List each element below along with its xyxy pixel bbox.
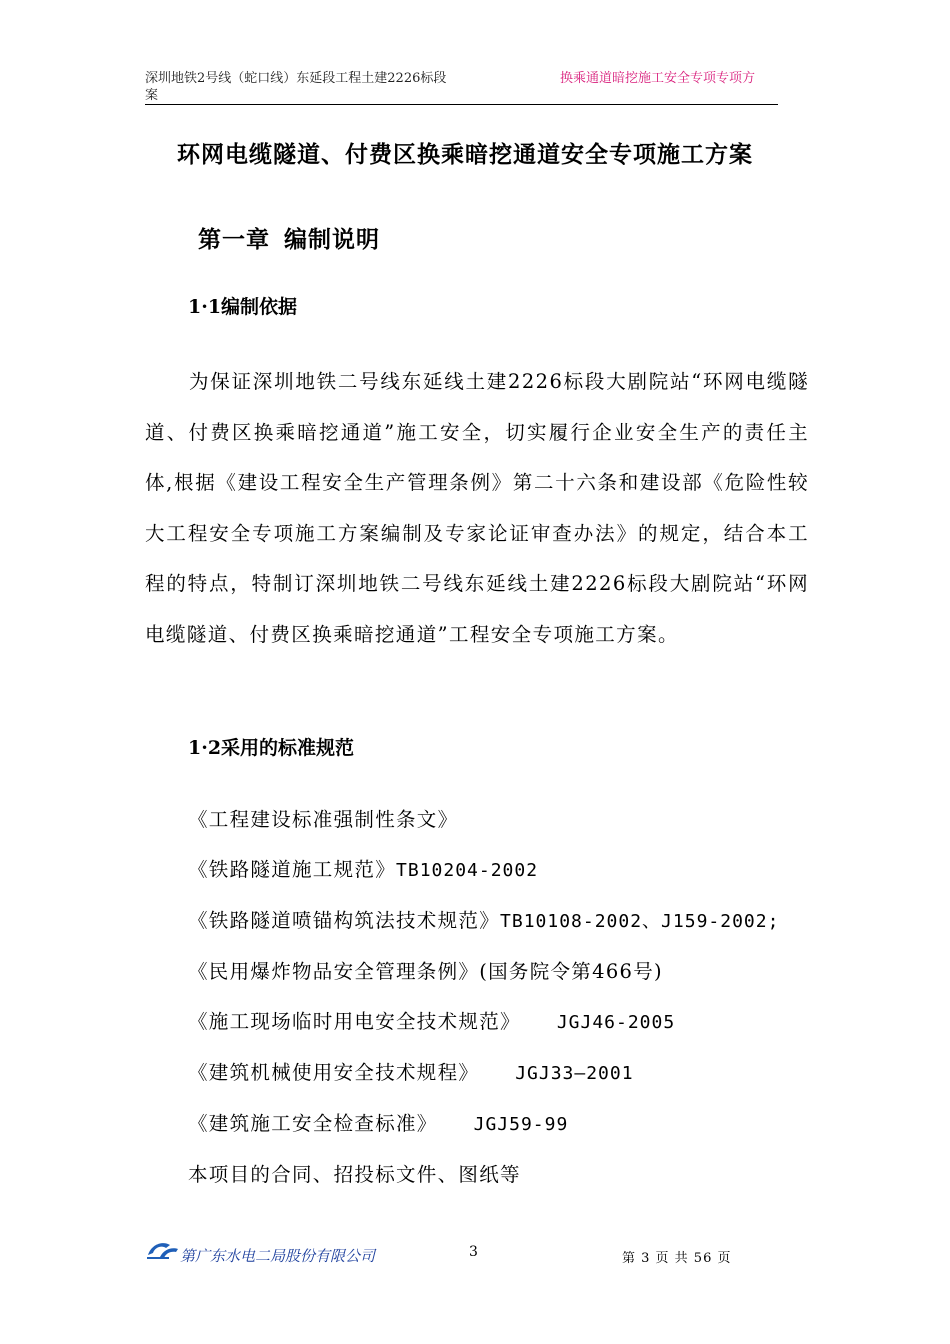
list-item — [188, 1099, 808, 1150]
header-project-name: 深圳地铁2号线（蛇口线）东延段工程土建2226标段 — [145, 71, 447, 86]
standard-title: 《工程建设标准强制性条文》 — [188, 808, 459, 831]
standard-title: 《建筑施工安全检查标准》 — [188, 1112, 438, 1135]
header-project-name-wrap: 案 — [145, 88, 159, 103]
list-item — [188, 896, 808, 947]
footer-company: 第广东水电二局股份有限公司 — [180, 1247, 376, 1265]
document-title: 环网电缆隧道、付费区换乘暗挖通道安全专项施工方案 — [177, 141, 753, 168]
standard-code: JGJ46-2005 — [556, 1012, 676, 1033]
standard-code: TB10204-2002 — [396, 860, 539, 881]
header-right: 换乘通道暗挖施工安全专项专项方 — [560, 71, 756, 86]
standard-code: (国务院令第466号) — [479, 960, 663, 983]
header-divider — [145, 104, 778, 105]
standard-title: 《建筑机械使用安全技术规程》 — [188, 1061, 480, 1084]
list-item — [188, 1150, 808, 1200]
list-item — [188, 845, 808, 896]
list-item — [188, 1048, 808, 1099]
list-item — [188, 795, 808, 845]
standard-code: JGJ33—2001 — [515, 1063, 634, 1084]
chapter-number: 第一章 — [198, 226, 270, 253]
section-heading-1-1: 1·1编制依据 — [188, 296, 298, 318]
chapter-name: 编制说明 — [284, 226, 380, 253]
standards-list — [188, 795, 808, 1200]
header-left — [145, 70, 505, 104]
standard-title: 《铁路隧道喷锚构筑法技术规范》 — [188, 909, 501, 932]
standard-code: JGJ59-99 — [473, 1114, 569, 1135]
list-item — [188, 997, 808, 1048]
company-logo-icon — [146, 1239, 180, 1261]
standard-title: 《民用爆炸物品安全管理条例》 — [188, 960, 480, 983]
footer-page-number: 3 — [469, 1244, 478, 1260]
chapter-heading — [198, 221, 380, 254]
footer-page-count: 第 3 页 共 56 页 — [622, 1251, 732, 1266]
list-item — [188, 947, 808, 997]
standard-code: TB10108-2002、J159-2002; — [500, 911, 780, 932]
standard-title: 《铁路隧道施工规范》 — [188, 858, 397, 881]
section-heading-1-2: 1·2采用的标准规范 — [188, 737, 355, 759]
standard-title: 《施工现场临时用电安全技术规范》 — [188, 1010, 521, 1033]
basis-paragraph: 为保证深圳地铁二号线东延线土建2226标段大剧院站“环网电缆隧道、付费区换乘暗挖通道”施工安全，切实履行企业安全生产的责任主体,根据《建设工程安全生产管理条例》第二十六条和建设部《危险性较大工程安全专项施工方案编制及专家论证审查办法》的规定，结合本工程的特点，特制订深圳地铁二号线东延线土建2226标段大剧院站“环网电缆隧道、付费区换乘暗挖通道”工程安全专项施工方案。 — [145, 370, 809, 646]
standard-title: 本项目的合同、招投标文件、图纸等 — [188, 1163, 521, 1186]
